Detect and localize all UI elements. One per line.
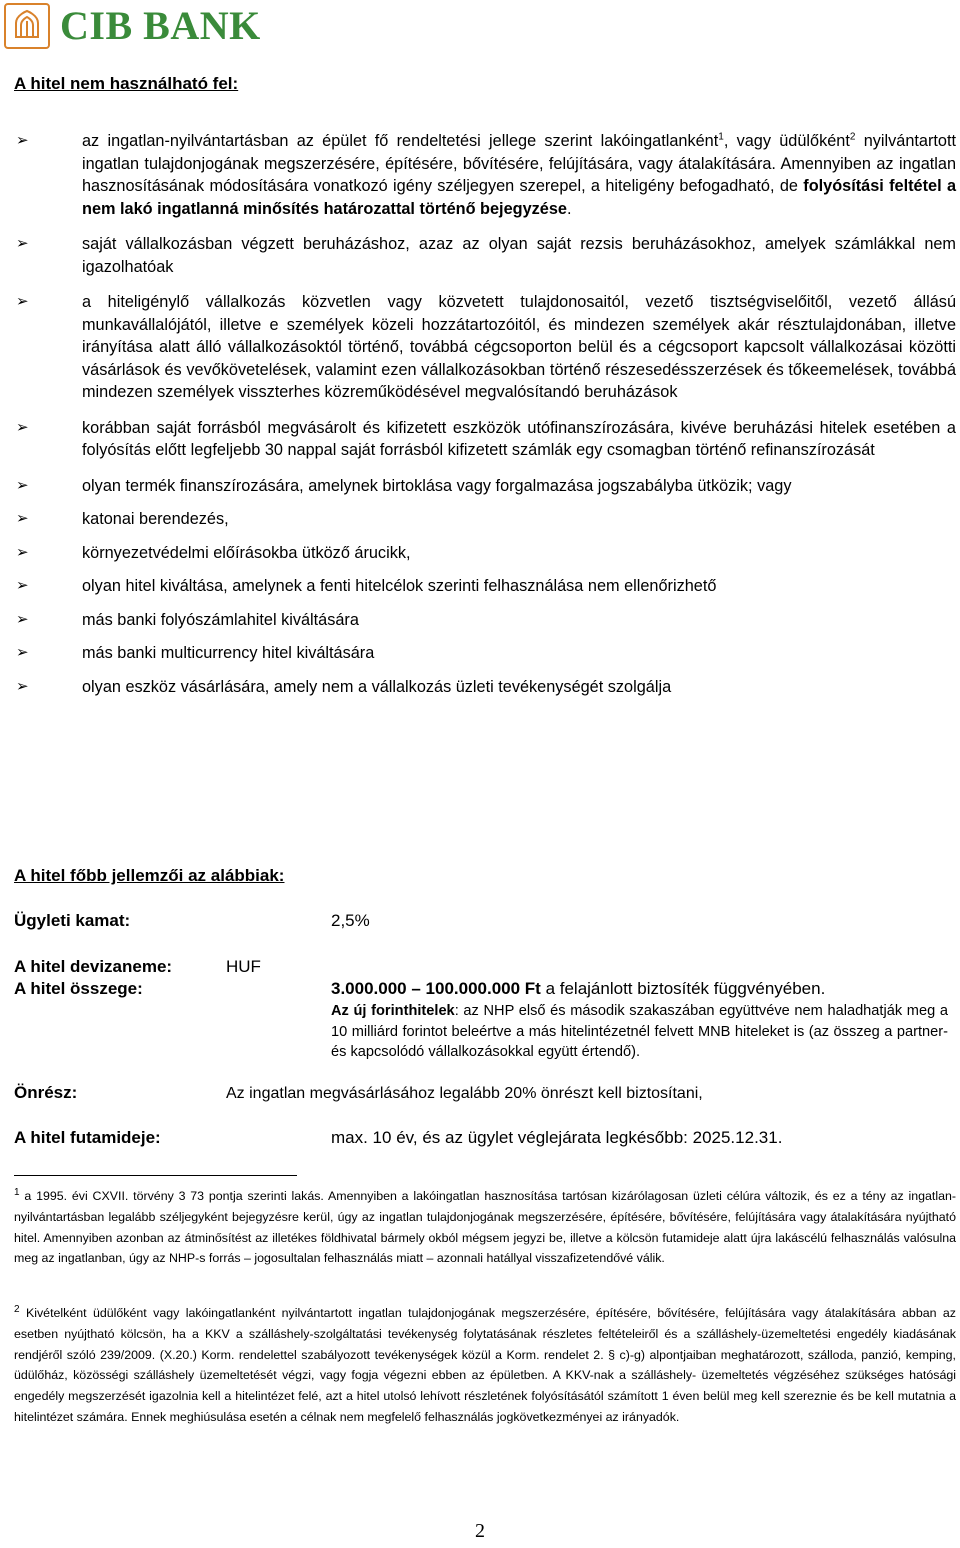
arrow-bullet-icon: ➢ — [16, 677, 29, 695]
arrow-bullet-icon: ➢ — [16, 293, 29, 310]
interest-value: 2,5% — [331, 911, 370, 930]
amount-range: 3.000.000 – 100.000.000 Ft — [331, 979, 541, 998]
item-text: olyan hitel kiváltása, amelynek a fenti hitelcélok szerinti felhasználása nem ellenőrizhető — [82, 577, 717, 595]
item-text: környezetvédelmi előírásokba ütköző árucikk, — [82, 543, 411, 562]
term-label: A hitel futamideje: — [14, 1128, 161, 1147]
currency-value: HUF — [226, 957, 261, 976]
bank-name: CIB BANK — [60, 3, 261, 48]
item-text: . — [566, 199, 572, 218]
amount-note-heading: Az új forinthitelek — [331, 1003, 455, 1019]
arrow-bullet-icon: ➢ — [16, 543, 29, 561]
footnote-ref: 2 — [849, 131, 856, 143]
restriction-item — [14, 475, 956, 498]
item-text: más banki folyószámlahitel kiváltására — [82, 610, 359, 629]
amount-note — [331, 1001, 948, 1063]
amount-condition: a felajánlott biztosíték függvényében. — [540, 979, 826, 998]
arrow-bullet-icon: ➢ — [16, 577, 29, 594]
restriction-item — [14, 233, 956, 278]
item-text: az ingatlan-nyilvántartásban az épület fő rendeltetési jellege szerint lakóingatlanként — [82, 132, 719, 150]
item-text: olyan termék finanszírozására, amelynek birtoklása vagy forgalmazása jogszabályba ütközik; vagy — [82, 476, 792, 495]
page-number: 2 — [475, 1520, 485, 1542]
item-text: olyan eszköz vásárlására, amely nem a vállalkozás üzleti tevékenységét szolgálja — [82, 677, 672, 696]
arrow-bullet-icon: ➢ — [16, 476, 29, 494]
own-contribution-value: Az ingatlan megvásárlásához legalább 20% önrészt kell biztosítani, — [226, 1085, 703, 1102]
restriction-item — [14, 676, 956, 699]
item-text: folyósítási feltétel a nem lakó ingatlanná minősítés határozattal történő bejegyzése — [82, 177, 956, 218]
arrow-bullet-icon: ➢ — [16, 418, 29, 436]
amount-value — [331, 979, 948, 999]
cib-emblem-icon — [4, 3, 50, 49]
arrow-bullet-icon: ➢ — [16, 510, 29, 527]
term-value: max. 10 év, és az ügylet véglejárata legkésőbb: 2025.12.31. — [331, 1128, 783, 1147]
footnote-1-number: 1 — [14, 1186, 20, 1198]
restriction-item — [14, 642, 956, 665]
restriction-item — [14, 508, 956, 531]
arrow-bullet-icon: ➢ — [16, 235, 29, 252]
item-text: korábban saját forrásból megvásárolt és kifizetett eszközök utófinanszírozására, kivéve beruházási hitelek esetében a folyósítás előtt legfeljebb 30 nappal saját forrásból kifizetett számlák egy csomagban történő refinanszírozását — [82, 418, 956, 459]
restriction-item — [14, 417, 956, 462]
footnote-1 — [14, 1186, 956, 1269]
restriction-item — [14, 609, 956, 632]
interest-label: Ügyleti kamat: — [14, 911, 131, 930]
arrow-bullet-icon: ➢ — [16, 644, 29, 661]
footnote-2-text: Kivételként üdülőként vagy lakóingatlanként nyilvántartott ingatlan tulajdonjogának megszerzésére, építésére, bővítésére, felújítására vagy átalakítására abban az esetben nyújtható kölcsön, ha a KKV a szálláshely-szolgáltatási tevékenység folytatásának részletes feltételeiről és a szálláshely-üzemeltetési engedély kiadásának rendjéről szóló 239/2009. (X.20.) Korm. rendelettel szabályozott tevékenységek közül a Korm. rendelet 2. § c)-g) alpontjaiban meghatározott, szálloda, panzió, kemping, üdülőház, közösségi szálláshely üzemeltetését végzi, vagy fogja végezni ebben az épületben. A KKV-nak a szálláshely- üzemeltetés végzéséhez szükséges hatósági engedély megszerzését igazolnia kell a hitelintézet felé, azt a hitel utolsó lehívott részletének folyósításától számított 1 éven belül meg kell szereznie és be kell mutatnia a hitelintézet számára. Ennek meghiúsulása esetén a célnak nem megfelelő felhasználás jogkövetkezményei az irányadók. — [14, 1306, 956, 1424]
footnote-1-text: a 1995. évi CXVII. törvény 3 73 pontja szerinti lakás. Amennyiben a lakóingatlan hasznosítása tartósan kizárólagosan üzleti célúra változik, és ez a tény az ingatlan-nyilvántartásban legalább széljegyként bejegyzésre kerül, úgy az ingatlan tulajdonjogának megszerzésére, építésére, bővítésére, felújítására vagy átalakítására nyújtható hitel. Amennyiben azonban az átminősítést az illetékes földhivatal bármely okból mégsem jegyzi be, illetve a kölcsön futamideje alatt újra lakáscélú felhasználás valósulna meg az ingatlanban, úgy az NHP-s forrás – jogosultalan felhasználás miatt – azonnali hatállyal visszafizetendővé válik. — [14, 1189, 956, 1266]
restriction-item — [14, 575, 956, 598]
amount-note-text: : az NHP első és második szakaszában együttvéve nem haladhatják meg a 10 milliárd forintot beleértve a más hitelintézetnél felvett MNB hiteleket is (az összeg a partner- és kapcsolódó vállalkozásokkal együtt értendő). — [331, 1003, 948, 1060]
item-text: saját vállalkozásban végzett beruházáshoz, azaz az olyan saját rezsis beruházásokhoz, amelyek számlákkal nem igazolhatóak — [82, 235, 956, 276]
item-text: , vagy üdülőként — [723, 132, 850, 150]
currency-label: A hitel devizaneme: — [14, 957, 173, 976]
item-text: más banki multicurrency hitel kiváltására — [82, 644, 375, 662]
item-text: a hiteligénylő vállalkozás közvetlen vagy közvetett tulajdonosaitól, vezető tisztségviselőitől, vezető állású munkavállalójától, illetve e személyek közeli hozzátartozóitól, és mindezen személyek akár résztulajdonában, illetve irányítása alatt álló vállalkozásoktól történő, továbbá cégcsoporton belül és a cégcsoport kapcsolt vállalkozásai közötti vásárlások és vevőkövetelések, valamint ezen vállalkozásokban történő részesedésszerzések és tőkeemelések, továbbá mindezen személyek visszterhes közreműködésével megvalósítandó beruházások — [82, 293, 956, 401]
amount-label: A hitel összege: — [14, 979, 143, 998]
restriction-item — [14, 291, 956, 404]
arrow-bullet-icon: ➢ — [16, 610, 29, 628]
section-heading-features: A hitel főbb jellemzői az alábbiak: — [14, 866, 285, 885]
restriction-item — [14, 542, 956, 565]
amount-block — [331, 979, 948, 1063]
restriction-item — [14, 130, 956, 220]
footnote-2-number: 2 — [14, 1303, 20, 1315]
item-text: nyilvántartott ingatlan tulajdonjogának megszerzésére, építésére, bővítésére, felújítására, vagy átalakítására. Amennyiben az ingatlan hasznosításának módosítására vonatkozó igény széljegyen szerepel, a hiteligény befogadható, de — [82, 132, 956, 195]
section-heading-restrictions: A hitel nem használható fel: — [14, 74, 239, 93]
restriction-list — [14, 130, 956, 709]
own-contribution-label: Önrész: — [14, 1083, 78, 1102]
footnote-2 — [14, 1303, 956, 1428]
item-text: katonai berendezés, — [82, 510, 229, 528]
footnote-ref: 1 — [718, 131, 724, 143]
footnote-separator — [14, 1175, 297, 1176]
arrow-bullet-icon: ➢ — [16, 132, 29, 149]
bank-logo — [4, 3, 261, 49]
